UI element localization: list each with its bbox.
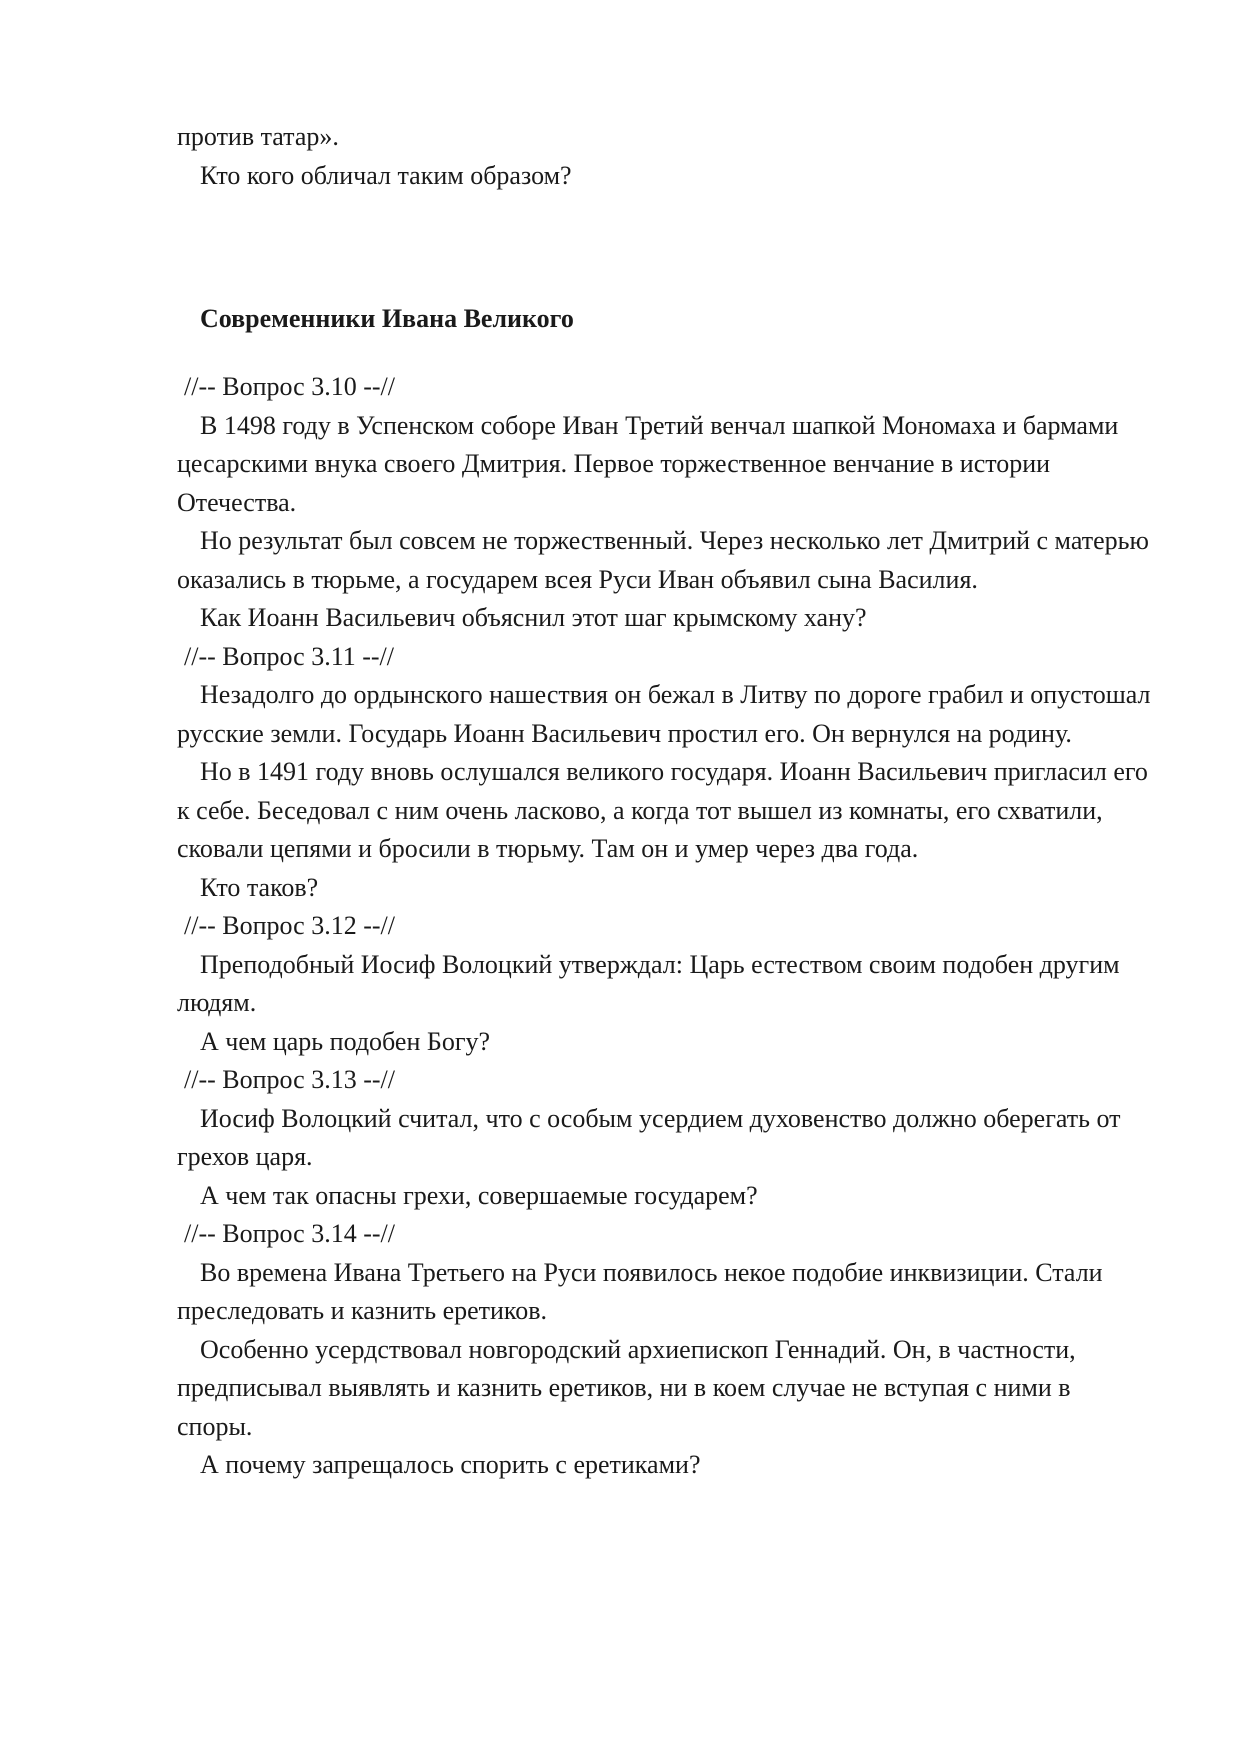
paragraph: А чем так опасны грехи, совершаемые государем? <box>200 1180 758 1210</box>
section-heading: Современники Ивана Великого <box>200 304 574 333</box>
question-marker: //-- Вопрос 3.12 --// <box>184 911 395 940</box>
paragraph: Но результат был совсем не торжественный. Через несколько лет Дмитрий с матерью оказались в тюрьме, а государем всея Руси Иван объявил сына Василия. <box>177 526 1149 594</box>
question-marker: //-- Вопрос 3.11 --// <box>184 641 395 671</box>
paragraph: Как Иоанн Васильевич объяснил этот шаг крымскому хану? <box>200 603 867 632</box>
previous-section-ending <box>177 118 1152 195</box>
paragraph: Особенно усердствовал новгородский архиепископ Геннадий. Он, в частности, предписывал выявлять и казнить еретиков, ни в коем случае не вступая с ними в споры. <box>177 1334 1076 1441</box>
paragraph: Преподобный Иосиф Волоцкий утверждал: Царь естеством своим подобен другим людям. <box>177 949 1120 1017</box>
paragraph: Во времена Ивана Третьего на Руси появилось некое подобие инквизиции. Стали преследовать и казнить еретиков. <box>177 1257 1103 1325</box>
question-marker: //-- Вопрос 3.10 --// <box>184 372 395 401</box>
questions-body <box>177 368 1152 1485</box>
question-block <box>177 368 1152 638</box>
paragraph: А чем царь подобен Богу? <box>200 1026 491 1056</box>
continuation-text: против татар». <box>177 122 339 151</box>
paragraph: В 1498 году в Успенском соборе Иван Третий венчал шапкой Мономаха и бармами цесарскими внука своего Дмитрия. Первое торжественное венчание в истории Отечества. <box>177 410 1119 517</box>
question-block <box>177 907 1152 1061</box>
question-text: Кто кого обличал таким образом? <box>200 160 572 190</box>
paragraph: Кто таков? <box>200 872 319 902</box>
paragraph: Незадолго до ордынского нашествия он бежал в Литву по дороге грабил и опустошал русские земли. Государь Иоанн Васильевич простил его. Он вернулся на родину. <box>177 680 1151 748</box>
question-block <box>177 638 1152 908</box>
paragraph: Иосиф Волоцкий считал, что с особым усердием духовенство должно оберегать от грехов царя. <box>177 1103 1121 1171</box>
paragraph: А почему запрещалось спорить с еретиками? <box>200 1450 701 1479</box>
question-block <box>177 1061 1152 1215</box>
question-block <box>177 1215 1152 1485</box>
paragraph: Но в 1491 году вновь ослушался великого государя. Иоанн Васильевич пригласил его к себе. Беседовал с ним очень ласково, а когда тот вышел из комнаты, его схватили, сковали цепями и бросили в тюрьму. Там он и умер через два года. <box>177 757 1148 863</box>
question-marker: //-- Вопрос 3.13 --// <box>184 1065 395 1094</box>
question-marker: //-- Вопрос 3.14 --// <box>184 1219 395 1248</box>
